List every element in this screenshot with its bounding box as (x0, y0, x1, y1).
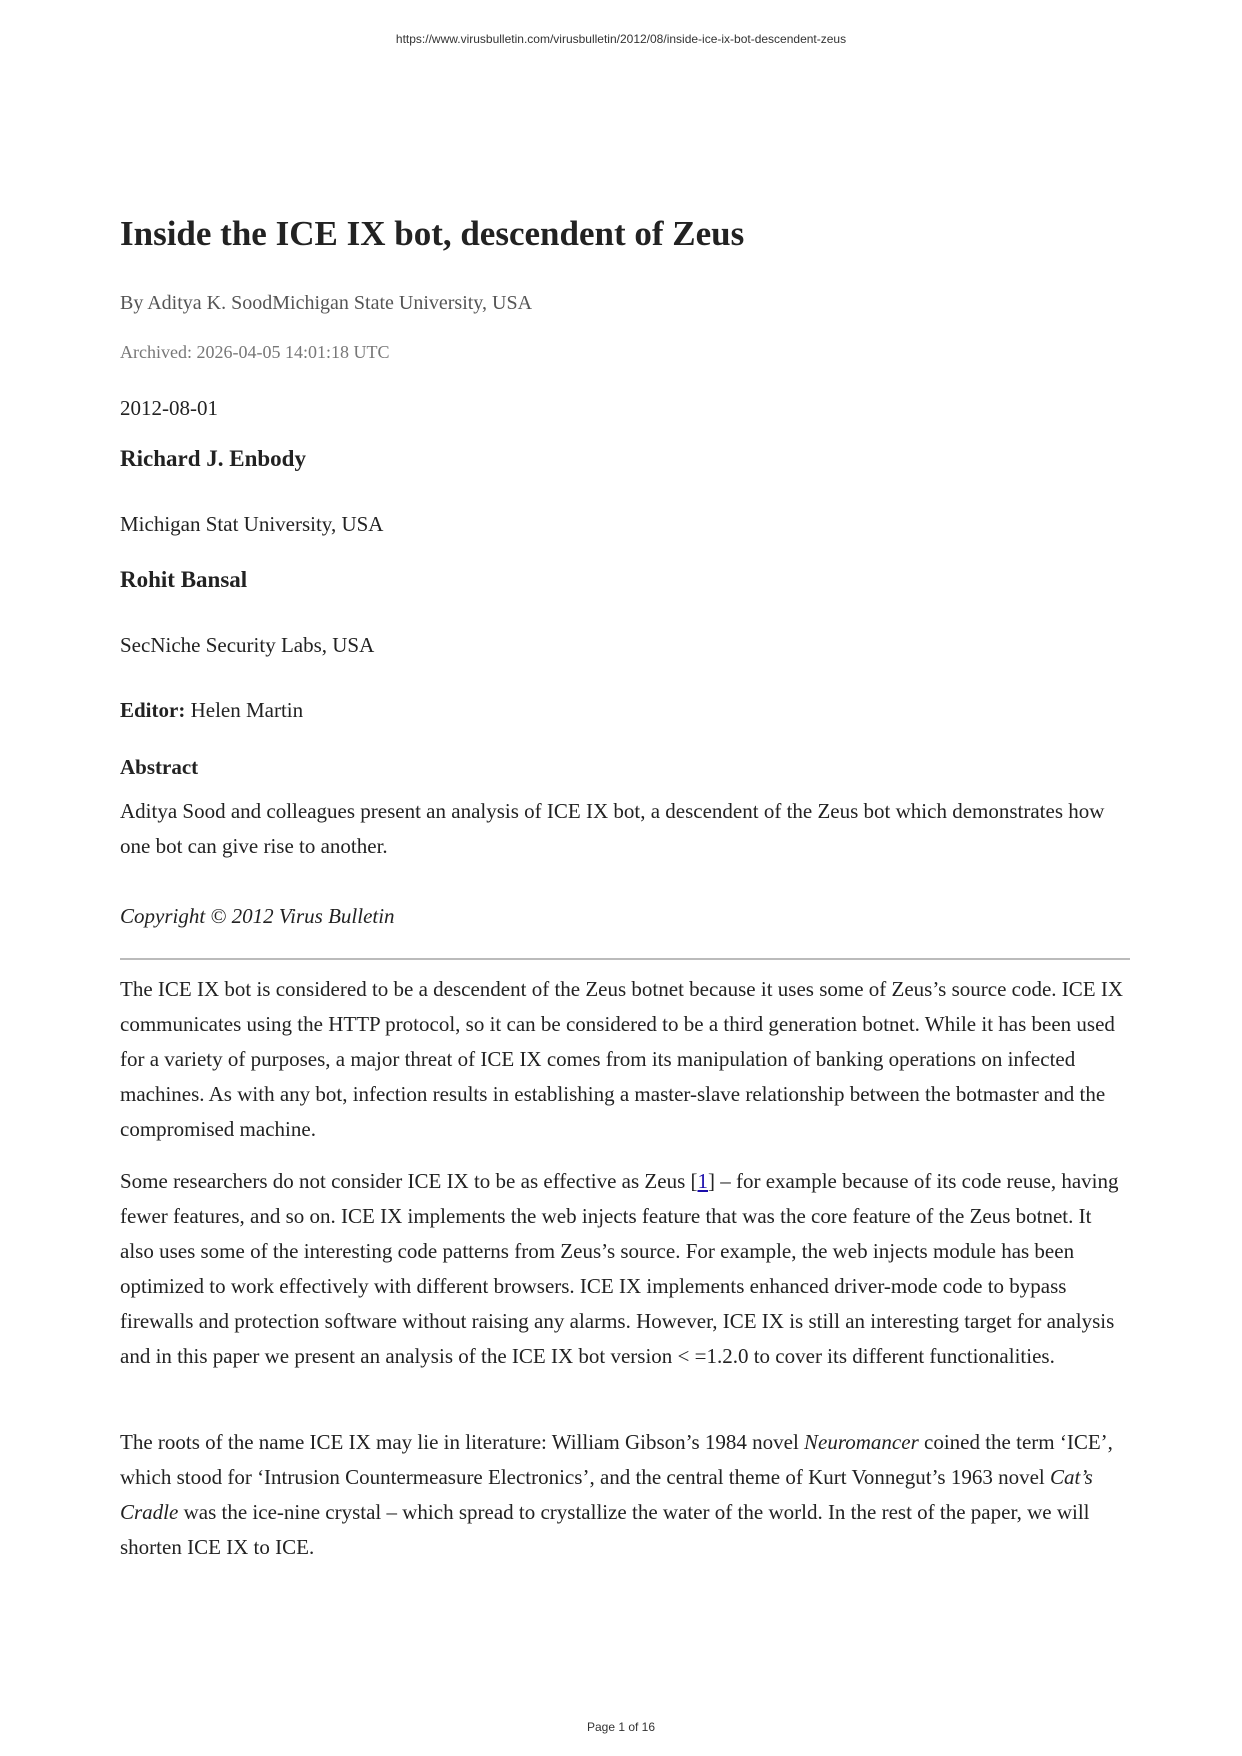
body-paragraph (120, 1425, 1130, 1565)
author-affiliation: SecNiche Security Labs, USA (120, 633, 375, 657)
editor-line (120, 698, 303, 723)
author-affiliation: Michigan Stat University, USA (120, 512, 384, 536)
text-span: The roots of the name ICE IX may lie in literature: William Gibson’s 1984 novel (120, 1430, 805, 1454)
text-span: was the ice-nine crystal – which spread to crystallize the water of the world. In the rest of the paper, we will shorten ICE IX to ICE. (120, 1500, 1090, 1559)
divider (120, 958, 1130, 960)
abstract-heading: Abstract (120, 755, 199, 779)
page-url-header: https://www.virusbulletin.com/virusbulletin/2012/08/inside-ice-ix-bot-descendent-zeus (395, 32, 847, 46)
book-title: Cat’s Cradle (120, 1465, 1093, 1524)
abstract-text: Aditya Sood and colleagues present an analysis of ICE IX bot, a descendent of the Zeus bot which demonstrates how one bot can give rise to another. (120, 799, 1105, 858)
publication-date: 2012-08-01 (120, 396, 218, 420)
author-name: Rohit Bansal (120, 567, 248, 592)
author-name: Richard J. Enbody (120, 446, 306, 471)
reference-link-1[interactable]: 1 (697, 1169, 708, 1193)
editor-name: Helen Martin (185, 698, 304, 722)
archived-timestamp: Archived: 2026-04-05 14:01:18 UTC (120, 342, 390, 362)
book-title: Neuromancer (804, 1430, 919, 1454)
editor-label: Editor: (120, 698, 186, 722)
copyright: Copyright © 2012 Virus Bulletin (120, 904, 395, 928)
text-span: ] – for example because of its code reuse, having fewer features, and so on. ICE IX implements the web injects feature that was the core feature of the Zeus botnet. It also uses some of the interesting code patterns from Zeus’s source. For example, the web injects module has been optimized to work effectively with different browsers. ICE IX implements enhanced driver-mode code to bypass firewalls and protection software without raising any alarms. However, ICE IX is still an interesting target for analysis and in this paper we present an analysis of the ICE IX bot version < =1.2.0 to cover its different functionalities. (120, 1169, 1119, 1368)
text-span: coined the term ‘ICE’, which stood for ‘Intrusion Countermeasure Electronics’, and the central theme of Kurt Vonnegut’s 1963 novel (120, 1430, 1113, 1489)
article-title: Inside the ICE IX bot, descendent of Zeus (120, 214, 745, 253)
text-span: Some researchers do not consider ICE IX to be as effective as Zeus [ (120, 1169, 698, 1193)
body-paragraph (120, 1164, 1130, 1374)
body-paragraph: The ICE IX bot is considered to be a descendent of the Zeus botnet because it uses some of Zeus’s source code. ICE IX communicates using the HTTP protocol, so it can be considered to be a third generation botnet. While it has been used for a variety of purposes, a major threat of ICE IX comes from its manipulation of banking operations on infected machines. As with any bot, infection results in establishing a master-slave relationship between the botmaster and the compromised machine. (120, 977, 1124, 1141)
page-number-footer: Page 1 of 16 (586, 1720, 656, 1734)
byline: By Aditya K. SoodMichigan State University, USA (120, 292, 533, 314)
